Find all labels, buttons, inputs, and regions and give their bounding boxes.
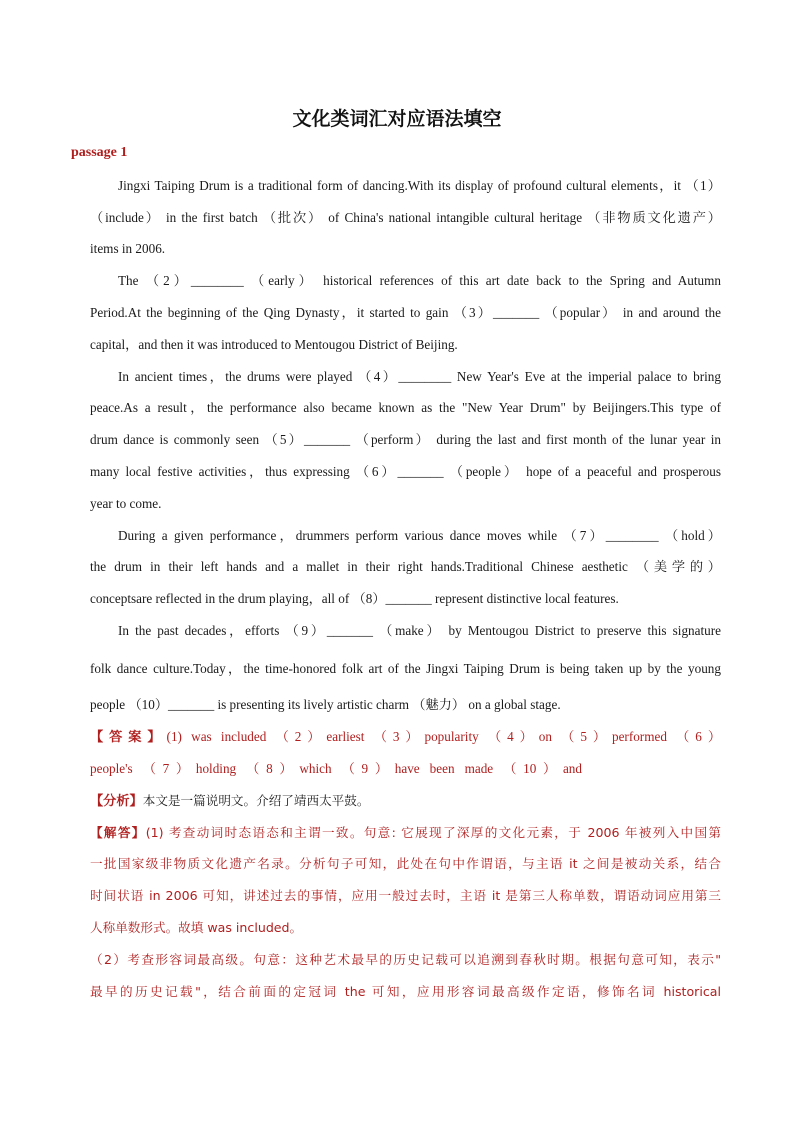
- passage-line: year to come.: [90, 496, 162, 511]
- passage-line: Period.At the beginning of the Qing Dynasty，it started to gain （3）_______ （popular） in and around the: [90, 305, 721, 320]
- analysis-label: 【分析】: [90, 794, 143, 809]
- explanation-line: 一批国家级非物质文化遗产名录。分析句子可知，此处在句中作谓语，与主语 it 之间是被动关系，结合: [90, 856, 721, 871]
- explanation-line: 最早的历史记载"，结合前面的定冠词 the 可知，应用形容词最高级作定语，修饰名词 historical: [90, 984, 721, 999]
- passage-line: peace.As a result，the performance also became known as the "New Year Drum" by Beijingers.This type of: [90, 400, 721, 415]
- analysis-line: [90, 792, 721, 811]
- passage-line: In ancient times，the drums were played （4）________ New Year's Eve at the imperial palace to bring: [118, 369, 721, 384]
- passage-line: In the past decades，efforts （9）_______ （make） by Mentougou District to preserve this signature: [118, 623, 721, 638]
- passage-line: Jingxi Taiping Drum is a traditional form of dancing.With its display of profound cultural elements，it （1）: [118, 178, 721, 193]
- passage-line: capital，and then it was introduced to Mentougou District of Beijing.: [90, 337, 458, 352]
- answer-line: people's （7）holding （8）which （9）have been made （10）and: [90, 761, 582, 776]
- passage-label: passage 1: [71, 145, 128, 160]
- explanation-line: 时间状语 in 2006 可知，讲述过去的事情，应用一般过去时，主语 it 是第三人称单数，谓语动词应用第三: [90, 888, 721, 903]
- passage-line: folk dance culture.Today，the time-honored folk art of the Jingxi Taiping Drum is being taken up by the young: [90, 661, 721, 676]
- passage-line: items in 2006.: [90, 241, 166, 256]
- passage-line: the drum in their left hands and a mallet in their right hands.Traditional Chinese aesthetic （美学的）: [90, 559, 721, 574]
- analysis-text: 本文是一篇说明文。介绍了靖西太平鼓。: [142, 793, 370, 808]
- passage-line: many local festive activities，thus expressing （6）_______ （people） hope of a peaceful and prosperous: [90, 464, 721, 479]
- passage-line: During a given performance，drummers perform various dance moves while （7）________ （hold）: [118, 528, 721, 543]
- passage-line: conceptsare reflected in the drum playing，all of （8）_______ represent distinctive local features.: [90, 591, 619, 606]
- answer-line: [90, 728, 721, 747]
- explanation-line: （2）考查形容词最高级。句意：这种艺术最早的历史记载可以追溯到春秋时期。根据句意可知，表示": [90, 952, 721, 967]
- explanation-label: 【解答】: [90, 825, 146, 840]
- answer-label: 【答案】: [90, 730, 167, 745]
- passage-line: people （10）_______ is presenting its lively artistic charm （魅力） on a global stage.: [90, 697, 561, 712]
- explanation-text: (1) 考查动词时态语态和主谓一致。句意: 它展现了深厚的文化元素，于 2006 年被列入中国第: [145, 825, 721, 840]
- explanation-line: 人称单数形式。故填 was included。: [90, 920, 303, 935]
- answer-text: (1) was included （2）earliest （3）popularity （4）on （5）performed （6）: [166, 729, 722, 744]
- passage-line: drum dance is commonly seen （5）_______ （perform） during the last and first month of the lunar year in: [90, 432, 721, 447]
- passage-line: The （2）________ （early） historical references of this art date back to the Spring and Autumn: [118, 273, 721, 288]
- explanation-line: [90, 824, 721, 842]
- page-title: 文化类词汇对应语法填空: [292, 108, 502, 130]
- passage-line: （include） in the first batch （批次） of China's national intangible cultural heritage （非物质文化遗产）: [90, 210, 721, 225]
